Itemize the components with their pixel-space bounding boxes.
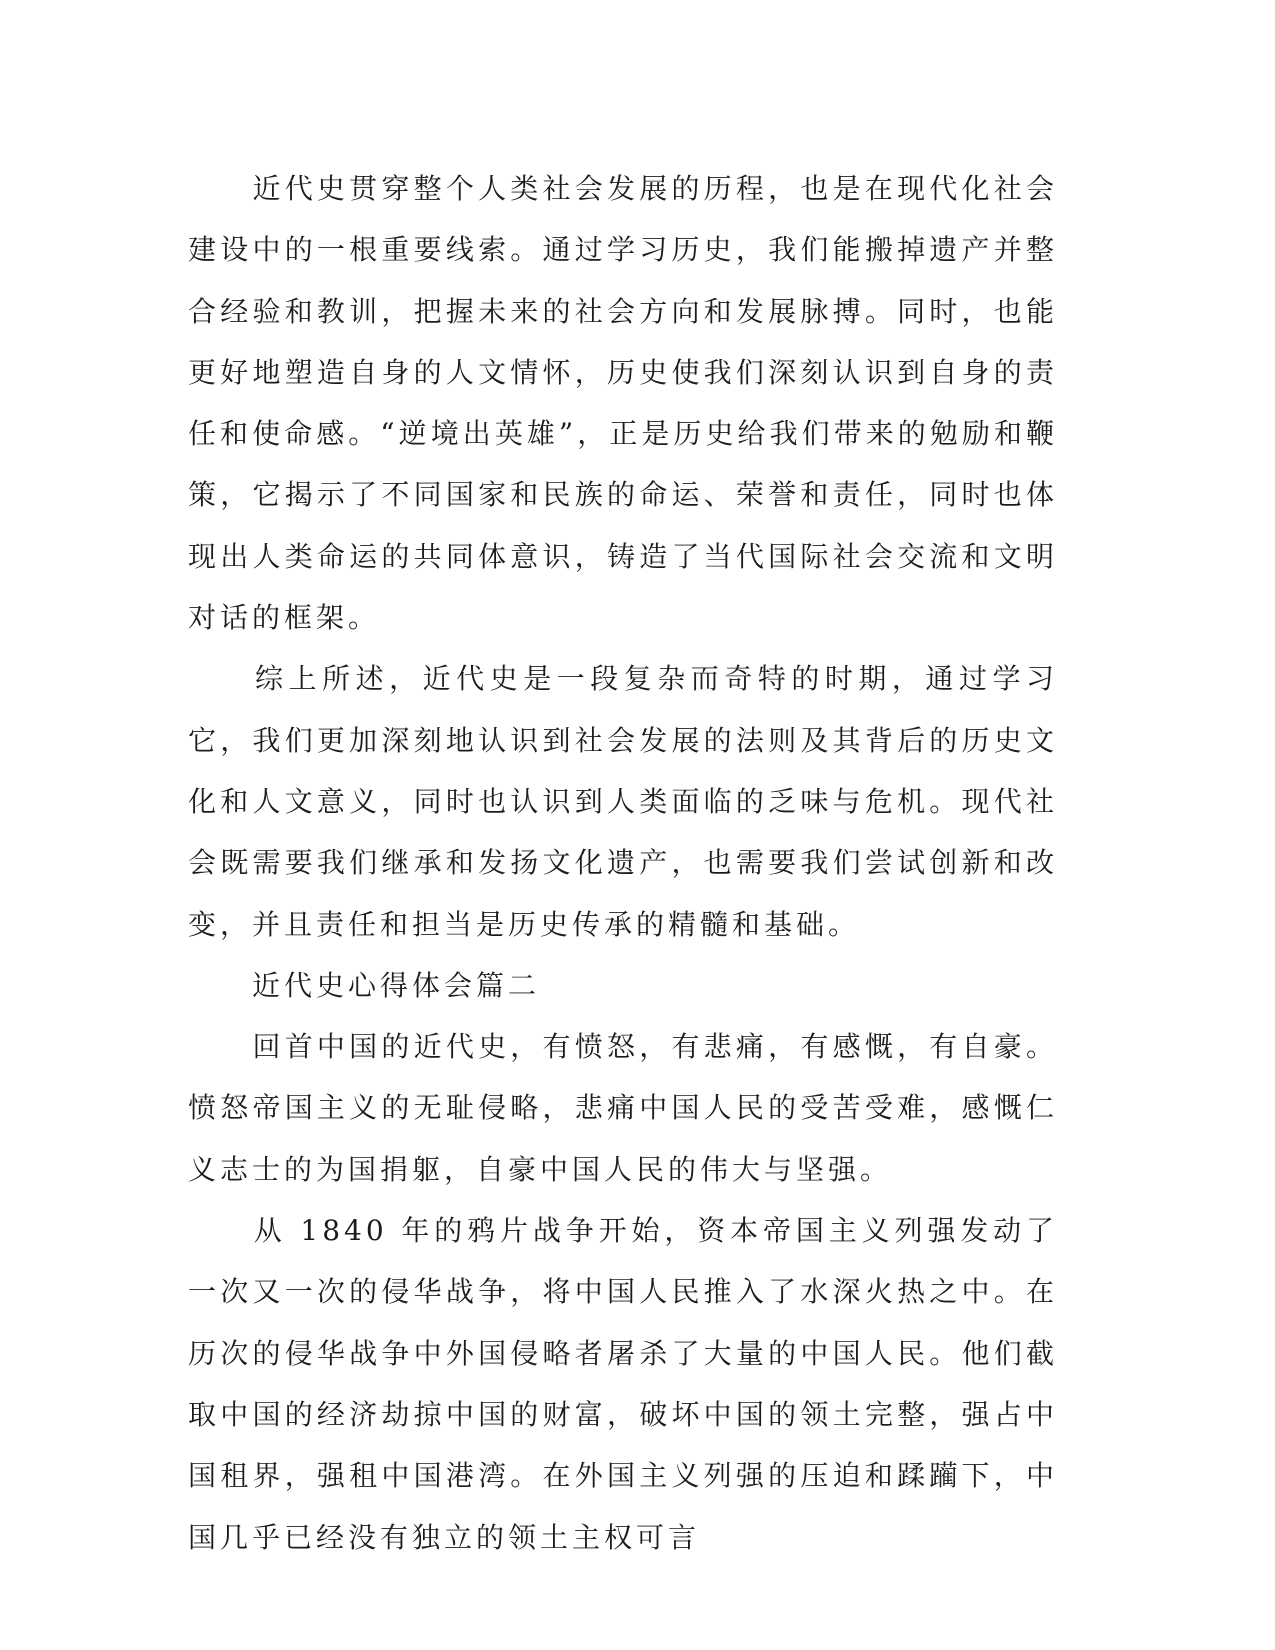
paragraph-history-significance: 近代史贯穿整个人类社会发展的历程，也是在现代化社会建设中的一根重要线索。通过学习历史，我们能搬掉遗产并整合经验和教训，把握未来的社会方向和发展脉搏。同时，也能更好地塑造自身的人文情怀，历史使我们深刻认识到自身的责任和使命感。“逆境出英雄”，正是历史给我们带来的勉励和鞭策，它揭示了不同国家和民族的命运、荣誉和责任，同时也体现出人类命运的共同体意识，铸造了当代国际社会交流和文明对话的框架。 [188, 172, 1058, 635]
paragraph-opium-war: 从 1840 年的鸦片战争开始，资本帝国主义列强发动了一次又一次的侵华战争，将中国人民推入了水深火热之中。在历次的侵华战争中外国侵略者屠杀了大量的中国人民。他们截取中国的经济劫掠中国的财富，破坏中国的领土完整，强占中国租界，强租中国港湾。在外国主义列强的压迫和蹂躏下，中国几乎已经没有独立的领土主权可言 [188, 1214, 1058, 1554]
paragraph-looking-back: 回首中国的近代史，有愤怒，有悲痛，有感慨，有自豪。愤怒帝国主义的无耻侵略，悲痛中国人民的受苦受难，感慨仁义志士的为国捐躯，自豪中国人民的伟大与坚强。 [188, 1030, 1058, 1186]
section-heading: 近代史心得体会篇二 [188, 968, 541, 1002]
paragraph-conclusion: 综上所述，近代史是一段复杂而奇特的时期，通过学习它，我们更加深刻地认识到社会发展的法则及其背后的历史文化和人文意义，同时也认识到人类面临的乏味与危机。现代社会既需要我们继承和发扬文化遗产，也需要我们尝试创新和改变，并且责任和担当是历史传承的精髓和基础。 [188, 662, 1058, 941]
document-body [188, 158, 1058, 1568]
